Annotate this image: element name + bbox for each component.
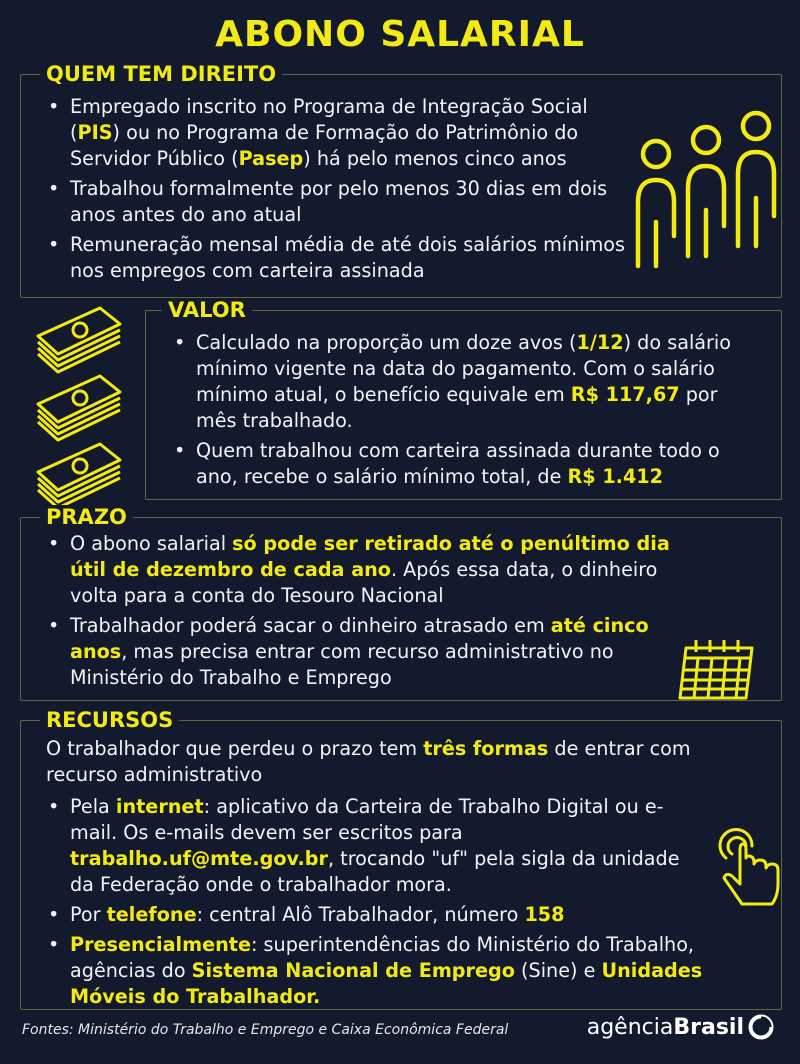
brand-logo [587,1014,774,1040]
sources-footer: Fontes: Ministério do Trabalho e Emprego e Caixa Econômica Federal [22,1022,509,1038]
section-content-prazo [46,531,682,695]
section-title-quem-tem-direito: QUEM TEM DIREITO [40,62,282,86]
section-content-quem-tem-direito [46,94,626,288]
section-title-prazo: PRAZO [40,505,133,529]
list-item: • Quem trabalhou com carteira assinada durante todo o ano, recebe o salário mínimo total, de R$ 1.412 [172,438,764,490]
page-title: ABONO SALARIAL [215,14,585,55]
section-title-valor: VALOR [162,298,252,322]
brand-bold: Brasil [673,1014,744,1040]
brand-light: agência [586,1014,674,1040]
list-item: • Trabalhou formalmente por pelo menos 30 dias em dois anos antes do ano atual [46,176,626,228]
list-item: • Pela internet: aplicativo da Carteira de Trabalho Digital ou e-mail. Os e-mails devem ser escritos para trabalho.uf@mte.gov.br, trocando "uf" pela sigla da unidade da Federação onde o trabalhador mora. [46,794,690,898]
section-content-recursos [46,736,726,1014]
section-intro: O trabalhador que perdeu o prazo tem três formas de entrar com recurso administrativo [46,737,691,786]
brand-logo-icon [748,1014,774,1040]
list-item: • Remuneração mensal média de até dois salários mínimos nos empregos com carteira assinada [46,232,626,284]
people-icon [628,106,788,286]
touch-icon [712,826,788,912]
list-item: • O abono salarial só pode ser retirado até o penúltimo dia útil de dezembro de cada ano. Após essa data, o dinheiro volta para a conta do Tesouro Nacional [46,531,682,609]
list-item: • Presencialmente: superintendências do Ministério do Trabalho, agências do Sistema Nacional de Emprego (Sine) e Unidades Móveis do Trabalhador. [46,932,726,1010]
calendar-icon [676,636,762,704]
list-item: • Trabalhador poderá sacar o dinheiro atrasado em até cinco anos, mas precisa entrar com recurso administrativo no Ministério do Trabalho e Emprego [46,613,682,691]
section-title-recursos: RECURSOS [40,708,179,732]
list-item: • Calculado na proporção um doze avos (1/12) do salário mínimo vigente na data do pagamento. Com o salário mínimo atual, o benefício equivale em R$ 117,67 por mês trabalhado. [172,330,764,434]
section-content-valor [172,330,764,494]
list-item: • Por telefone: central Alô Trabalhador, número 158 [46,902,726,928]
list-item: • Empregado inscrito no Programa de Integração Social (PIS) ou no Programa de Formação do Patrimônio do Servidor Público (Pasep) há pelo menos cinco anos [46,94,626,172]
money-stack-icon [28,298,128,510]
